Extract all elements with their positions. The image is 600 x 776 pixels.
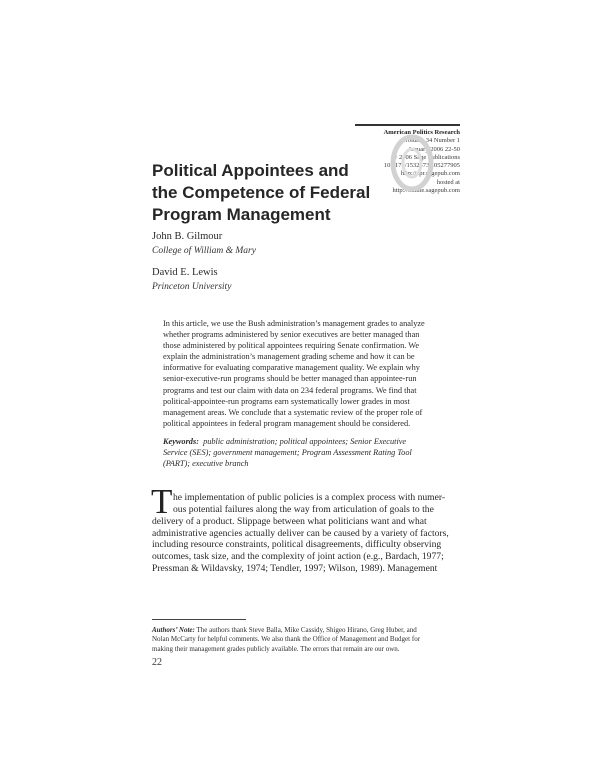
abstract-line: senior-executive-run programs should be better managed than appointee-run — [163, 374, 417, 384]
abstract-line: management areas. We conclude that a systematic review of the proper role of — [163, 407, 423, 417]
body-line: delivery of a product. Slippage between what politicians want and what — [152, 515, 427, 527]
page-number: 22 — [152, 657, 162, 668]
journal-copyright: © 2006 Sage Publications — [392, 153, 460, 161]
author-affiliation: Princeton University — [152, 282, 232, 292]
author-affiliation: College of William & Mary — [152, 246, 256, 256]
abstract-line: political appointees in federal program management should be considered. — [163, 418, 411, 428]
title-line: Program Management — [152, 205, 331, 224]
keywords-line: Service (SES); government management; Program Assessment Rating Tool — [163, 448, 412, 458]
journal-hosted-url[interactable]: http://online.sagepub.com — [392, 187, 460, 195]
journal-doi: 10.1177/1532673X05277905 — [383, 162, 460, 170]
journal-url[interactable]: http://apr.sagepub.com — [400, 170, 460, 178]
body-line: Pressman & Wildavsky, 1974; Tendler, 1997; Wilson, 1989). Management — [152, 563, 438, 575]
keywords — [163, 436, 460, 470]
footnote-divider — [152, 619, 246, 620]
drop-cap: T — [151, 482, 173, 521]
abstract-line: In this article, we use the Bush administration’s management grades to analyze — [163, 319, 425, 328]
body-line: including resource constraints, political disagreements, difficulty observing — [152, 539, 442, 551]
footnote-line: making their management grades publicly available. The errors that remain are our own. — [152, 644, 400, 653]
keywords-text: public administration; political appointees; Senior Executive — [203, 437, 407, 446]
abstract-line: explain the administration’s management grading scheme and how it can be — [163, 352, 415, 362]
keywords-label: Keywords: — [163, 437, 199, 446]
footnote-label: Authors’ Note: — [152, 626, 195, 634]
body-line: he implementation of public policies is a complex process with numer- — [173, 492, 446, 503]
author-name: David E. Lewis — [152, 267, 218, 278]
abstract-line: whether programs administered by senior executives are better managed than — [163, 330, 420, 340]
abstract-line: political-appointee-run programs earn systematically lower grades in most — [163, 396, 410, 406]
abstract-line: programs and test our claim with data on 234 federal programs. We find that — [163, 385, 417, 395]
body-line: administrative agencies actually deliver can be caused by a variety of factors, — [152, 527, 449, 539]
body-line: outcomes, task size, and the complexity of joint action (e.g., Bardach, 1977; — [152, 551, 444, 563]
authors-note — [152, 626, 462, 654]
keywords-line — [163, 436, 460, 447]
journal-volume: Volume 34 Number 1 — [403, 137, 460, 145]
footnote-first-text: The authors thank Steve Balla, Mike Cassidy, Shigeo Hirano, Greg Huber, and — [194, 626, 417, 634]
author-name: John B. Gilmour — [152, 231, 223, 242]
abstract-line: those administered by political appointees requiring Senate confirmation. We — [163, 341, 420, 351]
body-line: ous potential failures along the way from articulation of goals to the — [173, 503, 434, 515]
journal-name: American Politics Research — [383, 129, 460, 136]
journal-date-pages: January 2006 22-50 — [408, 145, 460, 153]
title-line: Political Appointees and — [152, 161, 349, 180]
footnote-line: Nolan McCarty for helpful comments. We also thank the Office of Management and Budget for — [152, 635, 421, 644]
abstract-line: informative for evaluating comparative management quality. We explain why — [163, 363, 420, 373]
article-title — [152, 160, 382, 226]
body-text — [152, 492, 460, 575]
footnote-line — [152, 626, 462, 635]
title-line: the Competence of Federal — [152, 183, 371, 202]
journal-hosted-label: hosted at — [436, 178, 460, 186]
keywords-line: (PART); executive branch — [163, 459, 249, 469]
abstract — [163, 318, 460, 429]
